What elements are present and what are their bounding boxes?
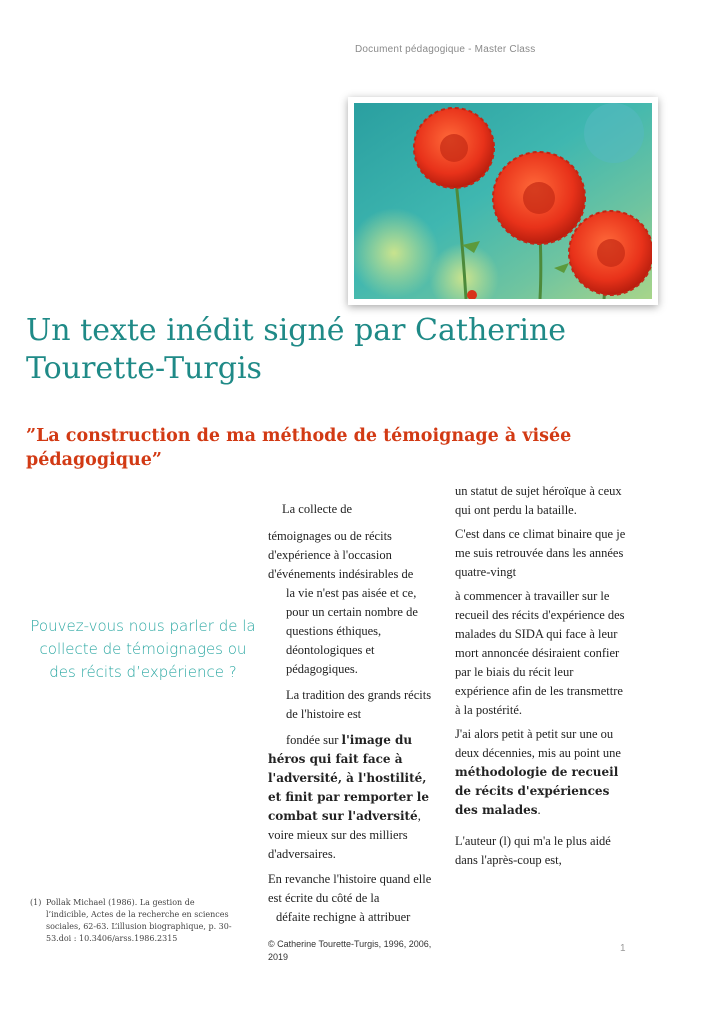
column-right [455,482,627,870]
subtitle-line-1: ”La construction de ma méthode de témoignage à visée [26,426,572,446]
title-line-2: Tourette-Turgis [26,351,262,386]
column-middle [268,500,438,927]
document-header: Document pédagogique - Master Class [355,44,536,55]
question-line-2: collecte de témoignages ou [39,640,247,658]
interview-question [18,615,268,684]
paragraph: La tradition des grands récits de l'histoire est [286,688,432,721]
page-title [26,312,666,388]
title-line-1: Un texte inédit signé par Catherine [26,313,567,348]
footnote-text: Pollak Michael (1986). La gestion de l’indicible, Actes de la recherche en sciences sociales, 62-63. L’illusion biographique, p. 30-53.doi : 10.3406/arss.1986.2315 [46,898,232,943]
paragraph: la vie n'est pas aisée et ce, pour un certain nombre de questions éthiques, déontologiques et pédagogiques. [286,586,418,676]
text-run: J'ai alors petit à petit sur une ou deux décennies, mis au point une [455,727,621,760]
paragraph: à commencer à travailler sur le recueil des récits d'expérience des malades du SIDA qui face à leur mort annoncée désiraient confier par le biais du récit leur expérience afin de les transmettre à la postérité. [455,589,625,717]
paragraph [268,731,438,864]
flower-photo [348,97,658,305]
text-run: , voire mieux sur des milliers d'adversaires. [268,809,421,861]
dahlia-image [354,103,652,299]
question-line-1: Pouvez-vous nous parler de la [30,617,256,635]
paragraph: un statut de sujet héroïque à ceux qui ont perdu la bataille. [455,484,622,517]
paragraph: En revanche l'histoire quand elle est écrite du côté de la [268,872,432,905]
subtitle-line-2: pédagogique” [26,450,162,470]
bold-text: méthodologie de recueil de récits d'expériences des malades [455,765,619,817]
paragraph [455,725,627,820]
paragraph: L'auteur (l) qui m'a le plus aidé dans l'après-coup est, [455,834,611,867]
text-run: fondée sur [286,733,342,747]
footnote [30,897,235,945]
page-subtitle [26,424,666,472]
copyright-notice: © Catherine Tourette-Turgis, 1996, 2006, 2019 [268,939,432,962]
paragraph: défaite rechigne à attribuer [276,910,411,924]
page-number: 1 [620,943,626,954]
bold-text: l'image du héros qui fait face à l'adversité, à l'hostilité, et finit par remporter le combat sur l'adversité [268,733,429,823]
paragraph: C'est dans ce climat binaire que je me suis retrouvée dans les années quatre-vingt [455,527,626,579]
paragraph: La collecte de [282,502,353,516]
paragraph: témoignages ou de récits d'expérience à l'occasion d'événements indésirables de [268,529,414,581]
footnote-marker: (1) [30,898,42,907]
text-run: . [537,803,541,817]
question-line-3: des récits d’expérience ? [49,663,237,681]
